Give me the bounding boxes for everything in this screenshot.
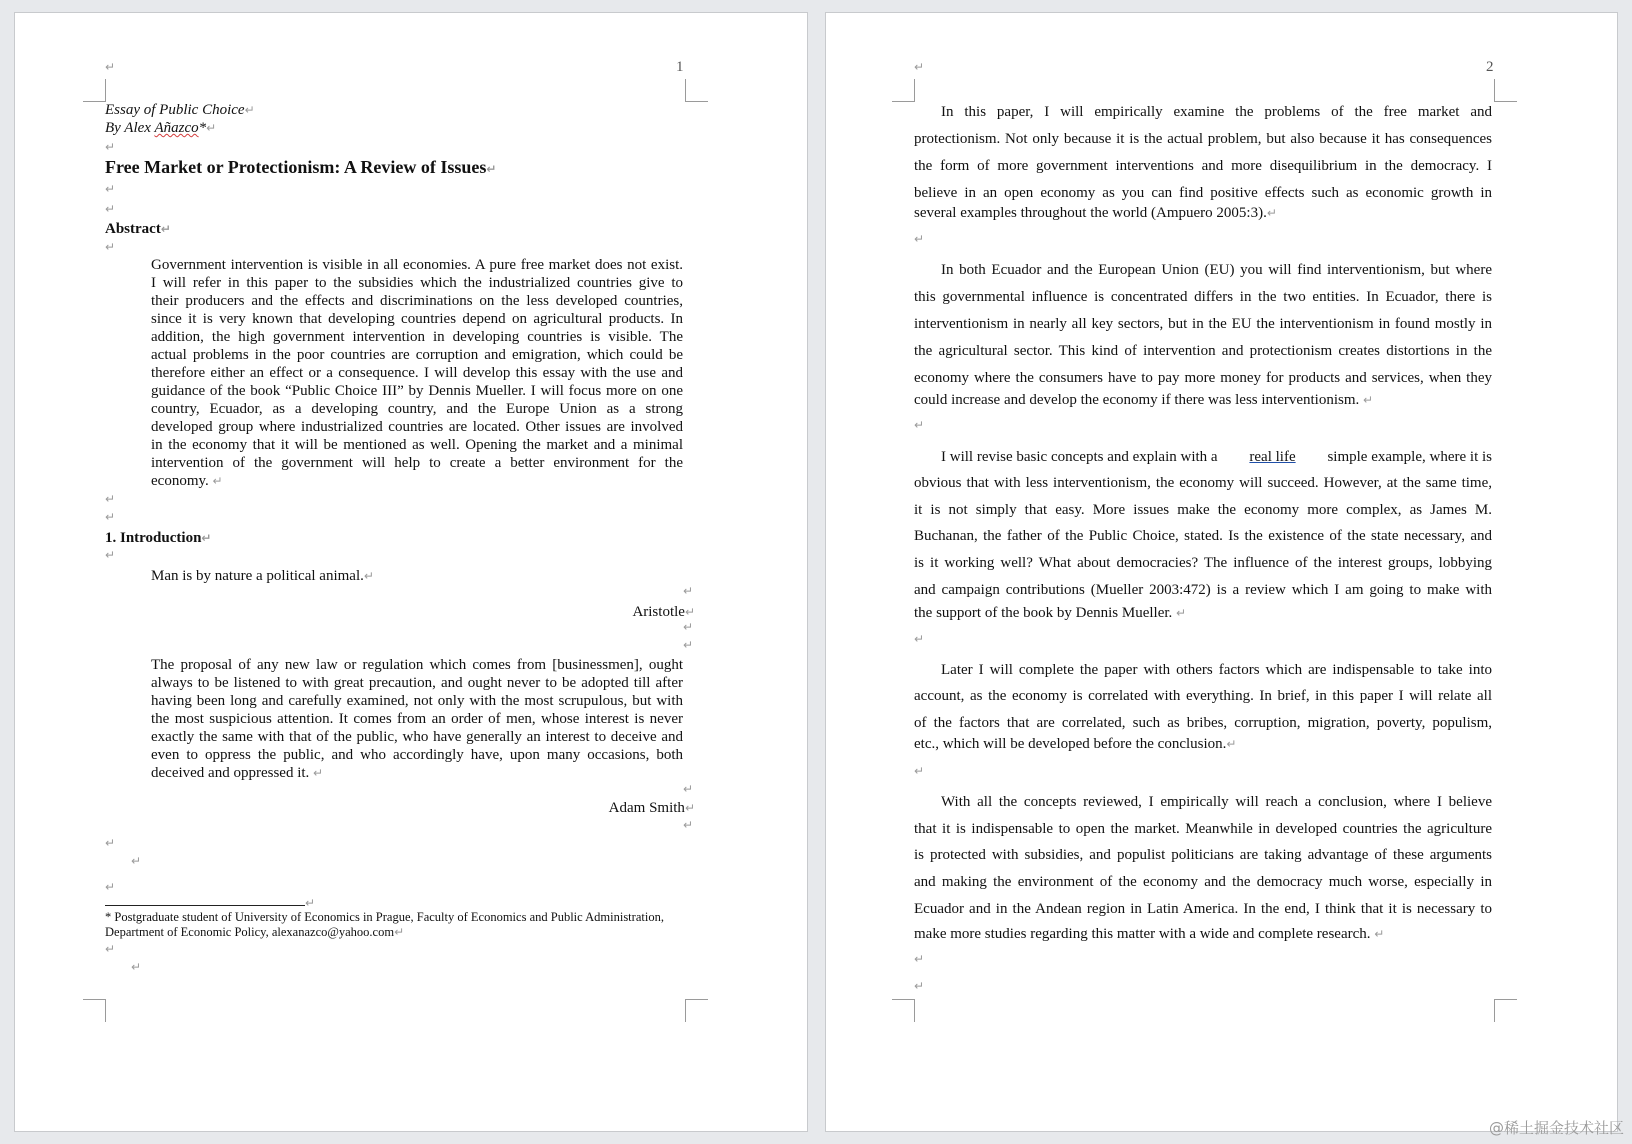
body-last-line — [914, 735, 1236, 753]
paragraph-mark: ↵ — [914, 632, 925, 646]
paragraph-mark: ↵ — [1374, 927, 1385, 941]
document-page-2[interactable] — [825, 12, 1618, 1132]
corner-mark-bottom-right — [685, 999, 708, 1022]
paragraph-mark: ↵ — [683, 782, 694, 796]
body-line: and campaign contributions (Mueller 2003:472) is a review which I am going to make with — [914, 582, 1492, 598]
body-line: could increase and develop the economy if there was less interventionism. — [914, 392, 1360, 408]
paragraph-mark: ↵ — [914, 764, 925, 778]
paragraph-mark: ↵ — [105, 880, 116, 894]
body-text: I will revise basic concepts and explain with a — [941, 449, 1218, 465]
body-line: In this paper, I will empirically examine the problems of the free market and — [941, 104, 1492, 120]
paragraph-mark: ↵ — [105, 182, 116, 196]
spelling-underline: real life — [1249, 449, 1296, 465]
abstract-line: developed group where industrialized countries are located. Other issues are involved — [151, 419, 683, 435]
corner-mark-top-left — [892, 79, 915, 102]
body-line: it is not simply that easy. More issues make the economy more complex, as James M. — [914, 502, 1492, 518]
abstract-last-line — [151, 472, 223, 490]
attribution-text: Adam Smith — [608, 800, 685, 816]
body-line: this governmental influence is concentrated differs in the two entities. In Ecuador, there is — [914, 289, 1492, 305]
abstract-line: therefore either an effect or a consequence. I will develop this essay with the use and — [151, 365, 683, 381]
author-line[interactable] — [105, 119, 216, 137]
paragraph-mark: ↵ — [1266, 206, 1277, 220]
body-line: is it working well? What about democracies? The influence of the interest groups, lobbying — [914, 555, 1492, 571]
body-text: simple example, where it is — [1327, 449, 1492, 465]
paragraph-mark: ↵ — [105, 60, 116, 74]
paragraph-mark: ↵ — [305, 896, 316, 910]
quote-aristotle[interactable] — [151, 567, 374, 585]
body-line-with-link — [941, 444, 1492, 471]
abstract-line: actual problems in the poor countries are corruption and emigration, which could be — [151, 347, 683, 363]
body-line: Ecuador and in the Andean region in Latin America. In the end, I think that it is necessary to — [914, 901, 1492, 917]
quote-line: even to oppress the public, and who accordingly have, upon many occasions, both — [151, 747, 683, 763]
paragraph-mark: ↵ — [1226, 737, 1237, 751]
watermark: @稀土掘金技术社区 — [1488, 1119, 1624, 1137]
paragraph-mark: ↵ — [160, 222, 171, 236]
body-line: believe in an open economy as you can find positive effects such as economic growth in — [914, 185, 1492, 201]
paragraph-mark: ↵ — [105, 492, 116, 506]
body-line: the form of more government interventions and more disequilibrium in the democracy. I — [914, 158, 1492, 174]
quote-line: the most suspicious attention. It comes from an order of men, whose interest is never — [151, 711, 683, 727]
quote-line: The proposal of any new law or regulation which comes from [businessmen], ought — [151, 657, 683, 673]
body-last-line — [914, 391, 1373, 409]
body-line: and making the environment of the economy and the democracy much worse, especially in — [914, 874, 1492, 890]
body-line: is protected with subsidies, and populist politicians are taking advantage of these arguments — [914, 847, 1492, 863]
essay-label[interactable] — [105, 101, 255, 119]
abstract-line: in the economy that it will be mentioned as well. Opening the market and a minimal — [151, 437, 683, 453]
quote-line: always to be listened to with great precaution, and ought never to be adopted till after — [151, 675, 683, 691]
paragraph-mark: ↵ — [683, 584, 694, 598]
body-line: In both Ecuador and the European Union (EU) you will find interventionism, but where — [941, 262, 1492, 278]
paragraph-mark: ↵ — [683, 638, 694, 652]
paragraph-mark: ↵ — [684, 801, 695, 815]
paragraph-mark: ↵ — [394, 925, 405, 939]
paragraph-mark: ↵ — [1176, 606, 1187, 620]
body-line: of the factors that are correlated, such as bribes, corruption, migration, poverty, populism, — [914, 715, 1492, 731]
abstract-line: their producers and the effects and discriminations on the less developed countries, — [151, 293, 683, 309]
paragraph-mark: ↵ — [914, 952, 925, 966]
quote-line: deceived and oppressed it. — [151, 765, 310, 781]
paragraph-mark: ↵ — [244, 103, 255, 117]
corner-mark-top-right — [685, 79, 708, 102]
paragraph-mark: ↵ — [105, 836, 116, 850]
body-last-line — [914, 604, 1186, 622]
footnote-reference: * — [198, 120, 207, 136]
introduction-heading[interactable] — [105, 530, 211, 547]
abstract-line: Government intervention is visible in all economies. A pure free market does not exist. — [151, 257, 683, 273]
corner-mark-bottom-left — [83, 999, 106, 1022]
paragraph-mark: ↵ — [105, 548, 116, 562]
introduction-heading-text: 1. Introduction — [105, 530, 202, 546]
paragraph-mark: ↵ — [914, 979, 925, 993]
corner-mark-top-right — [1494, 79, 1517, 102]
corner-mark-top-left — [83, 79, 106, 102]
abstract-line: since it is very known that developing countries depend on agricultural products. In — [151, 311, 683, 327]
page-number: 1 — [676, 59, 684, 75]
body-line: With all the concepts reviewed, I empirically will reach a conclusion, where I believe — [941, 794, 1492, 810]
body-line: account, as the economy is correlated with everything. In brief, in this paper I will relate all — [914, 688, 1492, 704]
author-prefix: By Alex — [105, 120, 155, 136]
quote-attribution-adam-smith[interactable] — [555, 799, 695, 817]
body-last-line — [914, 925, 1384, 943]
paragraph-mark: ↵ — [105, 240, 116, 254]
document-page-1[interactable] — [14, 12, 808, 1132]
paragraph-mark: ↵ — [206, 121, 217, 135]
body-line: protectionism. Not only because it is the actual problem, but also because it has consequences — [914, 131, 1492, 147]
footnote-separator — [105, 905, 305, 906]
body-line: make more studies regarding this matter with a wide and complete research. — [914, 926, 1371, 942]
body-line: Buchanan, the father of the Public Choice, stated. Is the existence of the state necessary, and — [914, 528, 1492, 544]
paragraph-mark: ↵ — [914, 418, 925, 432]
abstract-line: country, Ecuador, as a developing country, and the Europe Union as a strong — [151, 401, 683, 417]
quote-last-line — [151, 764, 323, 782]
quote-text: Man is by nature a political animal. — [151, 568, 364, 584]
paragraph-mark: ↵ — [683, 818, 694, 832]
abstract-line: guidance of the book “Public Choice III” by Dennis Mueller. I will focus more on one — [151, 383, 683, 399]
paragraph-mark: ↵ — [131, 854, 142, 868]
quote-line: having been long and carefully examined, not only with the most scrupulous, but with — [151, 693, 683, 709]
paragraph-mark: ↵ — [363, 569, 374, 583]
paragraph-mark: ↵ — [105, 510, 116, 524]
paragraph-mark: ↵ — [201, 531, 212, 545]
body-line: Later I will complete the paper with others factors which are indispensable to take into — [941, 662, 1492, 678]
body-line: etc., which will be developed before the conclusion. — [914, 736, 1227, 752]
paragraph-mark: ↵ — [914, 60, 925, 74]
quote-line: exactly the same with that of the public, who have generally an interest to deceive and — [151, 729, 683, 745]
body-line: the agricultural sector. This kind of intervention and protectionism creates distortions in the — [914, 343, 1492, 359]
paragraph-mark: ↵ — [131, 960, 142, 974]
paragraph-mark: ↵ — [486, 162, 497, 176]
paragraph-mark: ↵ — [105, 942, 116, 956]
paragraph-mark: ↵ — [105, 140, 116, 154]
abstract-line: I will refer in this paper to the subsidies which the industrialized countries give to — [151, 275, 683, 291]
paragraph-mark: ↵ — [684, 605, 695, 619]
body-line: that it is indispensable to open the market. Meanwhile in developed countries the agriculture — [914, 821, 1492, 837]
essay-label-text: Essay of Public Choice — [105, 102, 245, 118]
body-line: obvious that with less interventionism, the economy will succeed. However, at the same time, — [914, 475, 1492, 491]
footnote-line: Department of Economic Policy, alexanazco@yahoo.com — [105, 925, 395, 939]
attribution-text: Aristotle — [632, 604, 685, 620]
author-surname: Añazco — [154, 120, 199, 136]
paragraph-mark: ↵ — [683, 620, 694, 634]
abstract-line: intervention of the government will help to create a better environment for the — [151, 455, 683, 471]
corner-mark-bottom-right — [1494, 999, 1517, 1022]
paragraph-mark: ↵ — [212, 474, 223, 488]
title-text: Free Market or Protectionism: A Review of Issues — [105, 157, 487, 177]
body-line: interventionism in nearly all key sectors, but in the EU the interventionism in found mostly in — [914, 316, 1492, 332]
document-title[interactable] — [105, 157, 496, 178]
abstract-heading[interactable] — [105, 221, 171, 238]
paragraph-mark: ↵ — [313, 766, 324, 780]
body-line: several examples throughout the world (Ampuero 2005:3). — [914, 205, 1267, 221]
page-number: 2 — [1486, 59, 1494, 75]
body-last-line — [914, 204, 1277, 222]
paragraph-mark: ↵ — [1363, 393, 1374, 407]
paragraph-mark: ↵ — [914, 232, 925, 246]
abstract-heading-text: Abstract — [105, 221, 161, 237]
paragraph-mark: ↵ — [105, 202, 116, 216]
quote-attribution-aristotle[interactable] — [575, 603, 695, 621]
footnote-last-line — [105, 924, 404, 940]
body-line: economy where the consumers have to pay more money for products and services, when they — [914, 370, 1492, 386]
corner-mark-bottom-left — [892, 999, 915, 1022]
footnote-line: * Postgraduate student of University of Economics in Prague, Faculty of Economics and Public Administration, — [105, 910, 664, 924]
abstract-line: addition, the high government intervention in developing countries is visible. The — [151, 329, 683, 345]
body-line: the support of the book by Dennis Mueller. — [914, 605, 1173, 621]
abstract-line: economy. — [151, 473, 209, 489]
